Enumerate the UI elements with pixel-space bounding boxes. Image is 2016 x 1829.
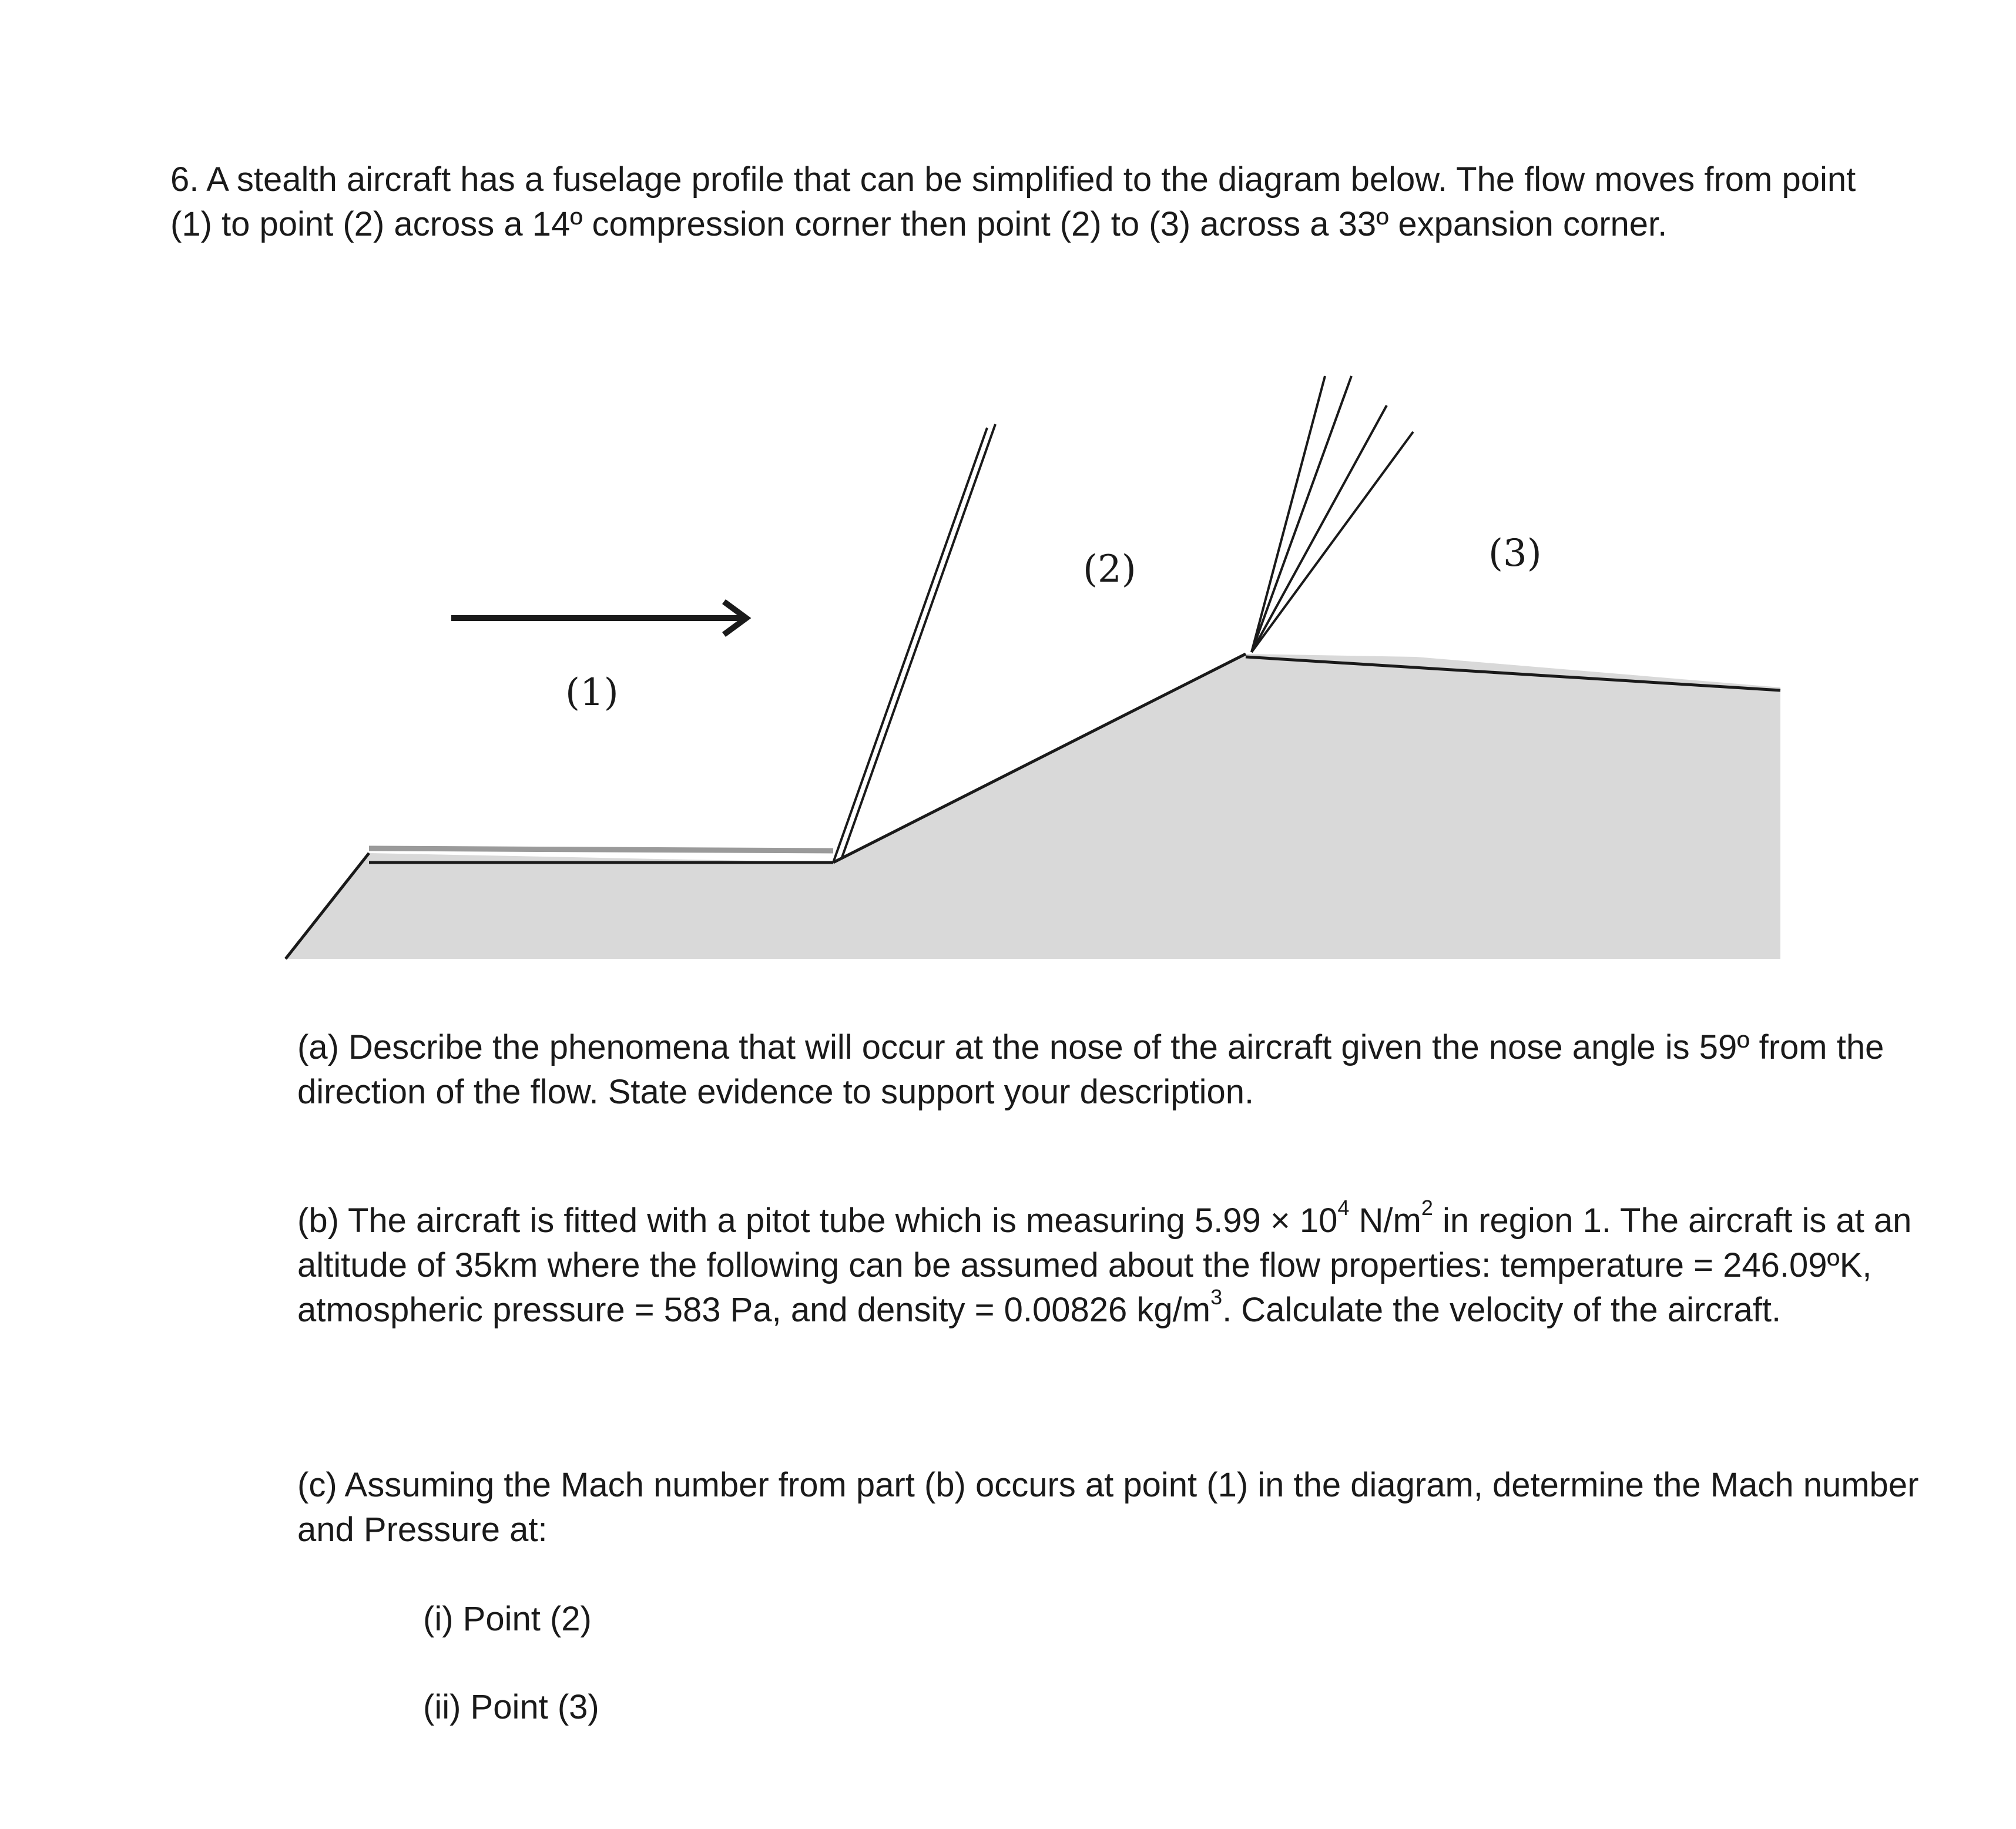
part-b-text bbox=[297, 1196, 1919, 1333]
part-b-segment-4: . Calculate the velocity of the aircraft. bbox=[1222, 1291, 1782, 1329]
part-c-subquestion-ii: (ii) Point (3) bbox=[423, 1688, 599, 1726]
expansion-fan-line-1 bbox=[1252, 376, 1325, 652]
expansion-fan-line-2 bbox=[1252, 376, 1351, 652]
part-b-exponent-1: 4 bbox=[1337, 1196, 1350, 1220]
part-c-subquestion-i: (i) Point (2) bbox=[423, 1600, 592, 1638]
region-label-1: (1) bbox=[565, 671, 619, 714]
part-a-text: (a) Describe the phenomena that will occur at the nose of the aircraft given the nose angle is 59º from the direction of the flow. State evidence to support your description. bbox=[297, 1028, 1884, 1111]
part-b-segment-1: (b) The aircraft is fitted with a pitot tube which is measuring 5.99 × 10 bbox=[297, 1202, 1338, 1240]
expansion-fan-line-4 bbox=[1252, 432, 1413, 652]
expansion-fan-line-3 bbox=[1252, 405, 1387, 652]
surface-region-1-highlight bbox=[369, 848, 833, 851]
question-intro: 6. A stealth aircraft has a fuselage profile that can be simplified to the diagram below. The flow moves from point (1) to point (2) across a 14º compression corner then point (2) to (3) across a 33º expansion corner. bbox=[170, 160, 1856, 243]
part-b-segment-3: in region 1. The aircraft is at an altitude of 35km where the following can be assumed about the flow properties: temperature = 246.09ºK, atmospheric pressure = 583 Pa, and density = 0.00826 kg/m bbox=[297, 1202, 1912, 1329]
region-label-2: (2) bbox=[1083, 548, 1136, 591]
part-b-segment-2: N/m bbox=[1349, 1202, 1421, 1240]
part-b-exponent-2: 2 bbox=[1421, 1196, 1433, 1220]
part-b-exponent-3: 3 bbox=[1210, 1285, 1223, 1310]
region-label-3: (3) bbox=[1488, 532, 1542, 575]
part-c-text: (c) Assuming the Mach number from part (b) occurs at point (1) in the diagram, determine the Mach number and Pressure at: bbox=[297, 1466, 1919, 1549]
fuselage-body bbox=[286, 654, 1780, 959]
